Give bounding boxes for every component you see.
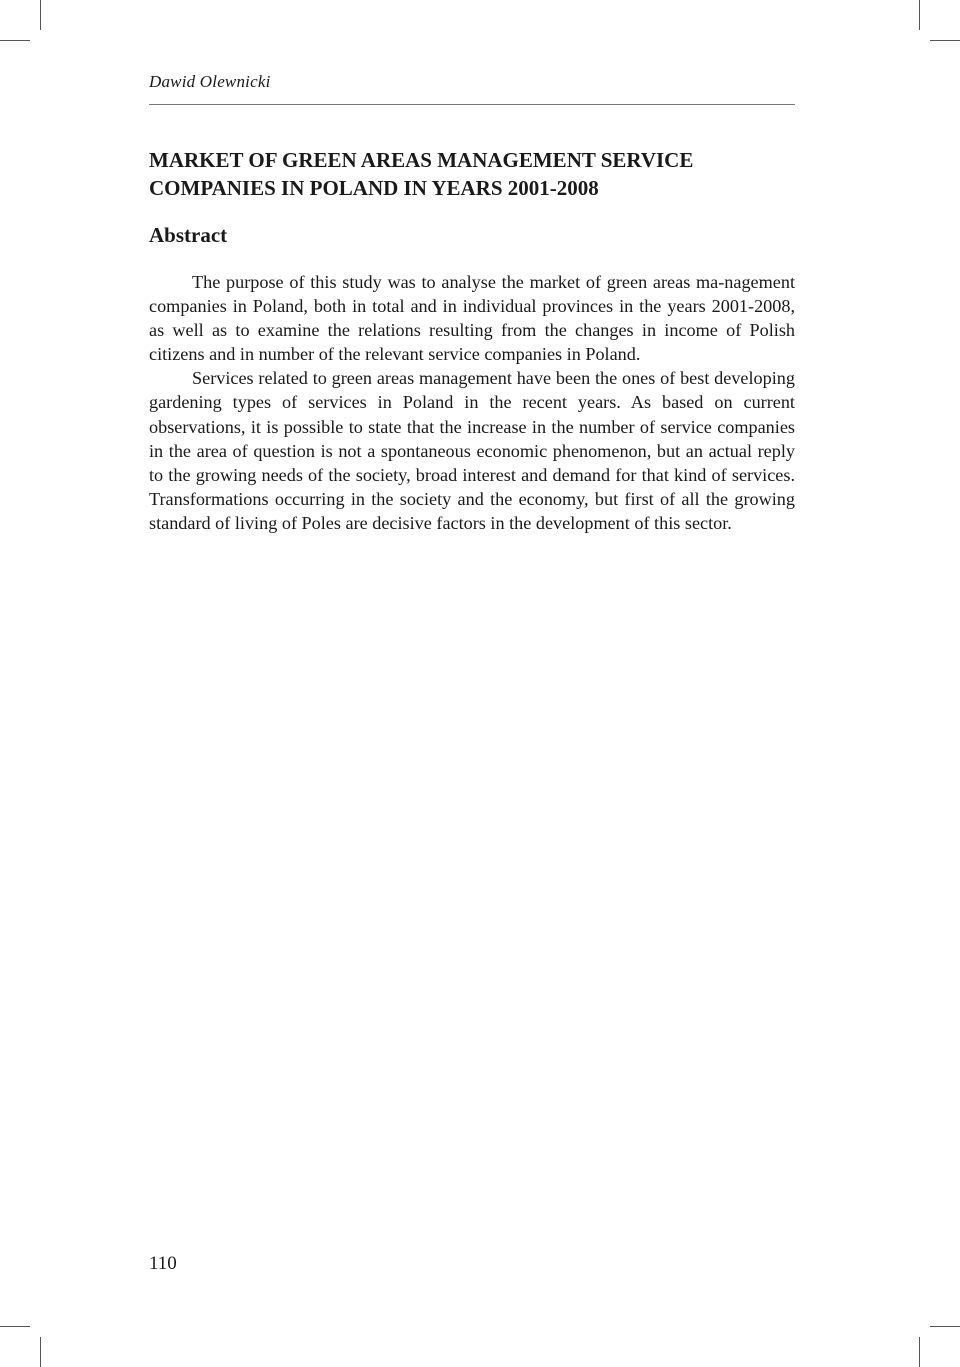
crop-mark-bottom-left-horizontal xyxy=(0,1326,30,1327)
crop-mark-bottom-right-horizontal xyxy=(930,1326,960,1327)
page-number: 110 xyxy=(149,1253,177,1274)
crop-mark-bottom-left-vertical xyxy=(40,1337,41,1367)
crop-mark-top-right-horizontal xyxy=(930,40,960,41)
crop-mark-top-left-horizontal xyxy=(0,40,30,41)
crop-mark-bottom-right-vertical xyxy=(919,1337,920,1367)
header-rule xyxy=(149,104,795,105)
crop-mark-top-right-vertical xyxy=(919,0,920,30)
abstract-heading: Abstract xyxy=(149,223,228,247)
crop-mark-top-left-vertical xyxy=(40,0,41,30)
title-line-2: COMPANIES IN POLAND IN YEARS 2001-2008 xyxy=(149,176,599,200)
title-line-1: MARKET OF GREEN AREAS MANAGEMENT SERVICE xyxy=(149,148,694,172)
running-head-author: Dawid Olewnicki xyxy=(149,72,271,91)
abstract-paragraph-2: Services related to green areas management have been the ones of best developing gardening types of services in Poland in the recent years. As based on current observations, it is possible to state that the increase in the number of service companies in the area of question is not a spontaneous economic phenomenon, but an actual reply to the growing needs of the society, broad interest and demand for that kind of services. Transformations occurring in the society and the economy, but first of all the growing standard of living of Poles are decisive factors in the development of this sector. xyxy=(149,368,795,533)
abstract-paragraph-1: The purpose of this study was to analyse the market of green areas ma-nagement companies in Poland, both in total and in individual provinces in the years 2001-2008, as well as to examine the relations resulting from the changes in income of Polish citizens and in number of the relevant service companies in Poland. xyxy=(149,272,795,365)
paper-title xyxy=(149,146,809,202)
abstract-body xyxy=(149,270,795,535)
